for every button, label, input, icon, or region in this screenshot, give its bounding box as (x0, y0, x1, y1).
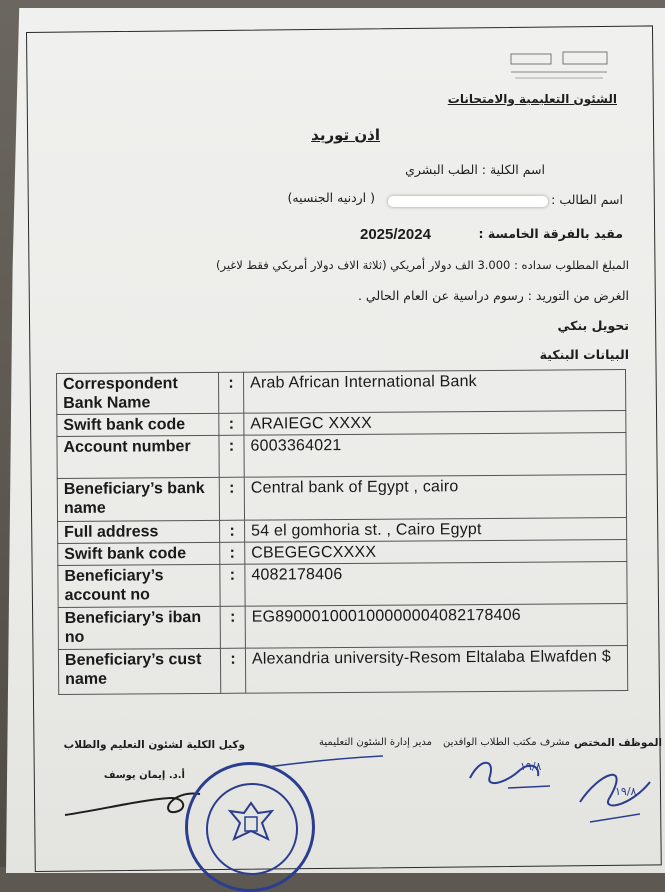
bank-details-table (56, 369, 628, 695)
payment-method: تحويل بنكي (557, 318, 629, 333)
row-value: CBEGEGCXXXX (245, 540, 627, 565)
row-label: Full address (58, 520, 220, 543)
supervisor-date: ١٩/٨ (520, 760, 542, 773)
nationality: ( اردنيه الجنسيه) (287, 190, 375, 205)
row-label: Beneficiary’s account no (58, 564, 220, 607)
table-row (58, 562, 627, 608)
row-value: Alexandria university-Resom Eltalaba Elwafden $ (245, 646, 627, 694)
row-label: Beneficiary’s bank name (57, 477, 219, 521)
table-row (57, 433, 626, 479)
employee-date: ١٩/٨ (615, 785, 637, 798)
row-value: 54 el gomhoria st. , Cairo Egypt (245, 518, 627, 543)
row-label: Correspondent Bank Name (57, 372, 219, 414)
colon: : (220, 520, 245, 542)
vice-dean-name: أ.د. إيمان يوسف (103, 770, 185, 781)
enrollment-line: مقيد بالفرقة الخامسة : (478, 226, 623, 241)
colon: : (219, 413, 244, 435)
row-label: Beneficiary’s iban no (58, 606, 220, 649)
supervisor-signature-icon (460, 748, 570, 798)
row-value: Central bank of Egypt , cairo (244, 475, 626, 521)
employee-signature-label: الموظف المختص (574, 737, 662, 749)
row-label: Swift bank code (57, 413, 219, 436)
faculty-line: اسم الكلية : الطب البشري (405, 162, 545, 177)
colon: : (219, 477, 244, 520)
vice-dean-signature-label: وكيل الكلية لشئون التعليم والطلاب (63, 739, 245, 751)
colon: : (219, 435, 244, 477)
row-value: EG890001000100000004082178406 (245, 604, 627, 649)
stamp-line-icon (265, 752, 385, 772)
colon: : (220, 648, 245, 693)
document-title: اذن توريد (311, 126, 380, 144)
row-value: 6003364021 (244, 433, 626, 478)
colon: : (218, 372, 243, 413)
university-logo (505, 48, 615, 88)
eagle-emblem-icon (228, 799, 274, 849)
row-label: Beneficiary’s cust name (58, 648, 220, 694)
colon: : (220, 606, 245, 648)
amount-line: المبلغ المطلوب سداده : 3.000 الف دولار أمريكي (ثلاثة الاف دولار أمريكي فقط لاغير) (215, 258, 629, 272)
table-row (57, 370, 626, 415)
logo-icon (505, 48, 615, 88)
department-name: الشئون التعليمية والامتحانات (447, 92, 617, 106)
supervisor-signature-label: مشرف مكتب الطلاب الوافدين (442, 737, 570, 748)
table-row (58, 646, 627, 695)
director-signature-label: مدير إدارة الشئون التعليمية (319, 737, 432, 748)
row-value: Arab African International Bank (243, 370, 625, 414)
purpose-line: الغرض من التوريد : رسوم دراسية عن العام الحالي . (357, 288, 629, 303)
colon: : (220, 564, 245, 606)
row-label: Account number (57, 435, 219, 478)
colon: : (220, 542, 245, 564)
table-row (57, 475, 626, 522)
academic-year: 2025/2024 (360, 226, 431, 243)
row-value: ARAIEGC XXXX (244, 411, 626, 436)
bank-data-heading: البيانات البنكية (539, 347, 629, 362)
redacted-student-name (388, 196, 548, 207)
row-value: 4082178406 (245, 562, 627, 607)
student-label: اسم الطالب : (551, 192, 623, 207)
row-label: Swift bank code (58, 542, 220, 565)
table-row (58, 604, 627, 650)
official-stamp (185, 762, 315, 892)
